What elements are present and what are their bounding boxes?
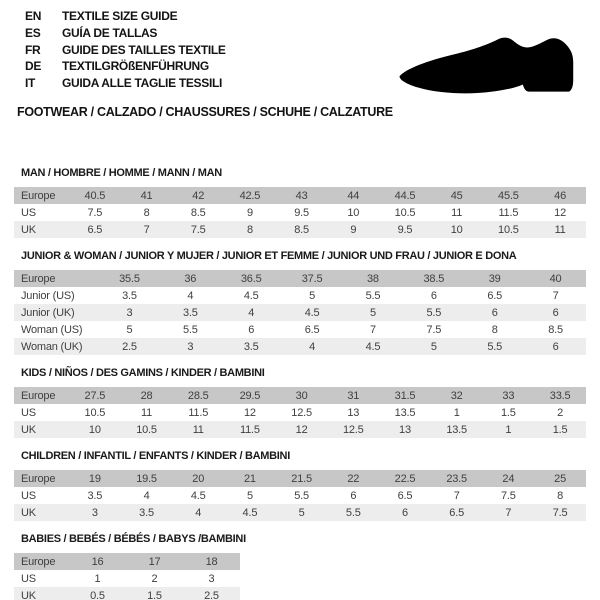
size-value: 10.5 bbox=[498, 223, 519, 236]
table-title: JUNIOR & WOMAN / JUNIOR Y MUJER / JUNIOR ET FEMME / JUNIOR UND FRAU / JUNIOR E DONA bbox=[21, 250, 517, 262]
size-row bbox=[14, 338, 586, 355]
size-value: 29.5 bbox=[239, 389, 261, 402]
size-value: 23.5 bbox=[446, 472, 467, 485]
region-label: Europe bbox=[21, 555, 56, 568]
table-title: KIDS / NIÑOS / DES GAMINS / KINDER / BAMBINI bbox=[21, 367, 265, 379]
language-line bbox=[25, 8, 226, 25]
region-label: UK bbox=[21, 506, 36, 519]
size-value: 10 bbox=[450, 223, 463, 236]
size-value: 8.5 bbox=[548, 323, 563, 336]
size-value: 33 bbox=[502, 389, 515, 402]
size-value: 18 bbox=[205, 555, 218, 568]
size-value: 3 bbox=[187, 340, 194, 353]
size-value: 1 bbox=[453, 406, 460, 419]
size-row bbox=[14, 553, 240, 570]
size-value: 17 bbox=[148, 555, 161, 568]
size-value: 5 bbox=[246, 489, 253, 502]
size-value: 7.5 bbox=[500, 489, 516, 502]
language-line bbox=[25, 42, 226, 59]
size-tables bbox=[14, 166, 586, 600]
size-value: 22.5 bbox=[394, 472, 416, 485]
region-label: Europe bbox=[21, 389, 56, 402]
size-value: 25 bbox=[554, 472, 567, 485]
size-value: 3 bbox=[91, 506, 98, 519]
size-value: 4 bbox=[248, 306, 255, 319]
size-table bbox=[14, 553, 240, 600]
size-row bbox=[14, 487, 586, 504]
size-value: 7.5 bbox=[552, 506, 568, 519]
size-value: 38.5 bbox=[423, 272, 445, 285]
size-table-section bbox=[14, 449, 586, 521]
size-value: 6.5 bbox=[397, 489, 413, 502]
size-value: 5.5 bbox=[345, 506, 361, 519]
size-table bbox=[14, 187, 586, 238]
size-value: 4 bbox=[143, 489, 150, 502]
size-value: 5.5 bbox=[182, 323, 198, 336]
size-value: 4 bbox=[195, 506, 202, 519]
size-value: 6 bbox=[402, 506, 408, 519]
size-row bbox=[14, 287, 586, 304]
region-label: Europe bbox=[21, 272, 56, 285]
language-code: EN bbox=[25, 9, 42, 23]
size-value: 4 bbox=[309, 340, 316, 353]
size-value: 0.5 bbox=[90, 589, 105, 600]
size-value: 39 bbox=[488, 272, 501, 285]
shoe-icon bbox=[397, 30, 585, 104]
size-value: 3 bbox=[126, 306, 133, 319]
language-line bbox=[25, 25, 226, 42]
size-value: 10.5 bbox=[84, 406, 106, 419]
region-label: UK bbox=[21, 223, 36, 236]
size-value: 4.5 bbox=[242, 506, 258, 519]
size-value: 13 bbox=[347, 406, 360, 419]
size-value: 4.5 bbox=[365, 340, 381, 353]
region-label: US bbox=[21, 206, 36, 219]
size-value: 1.5 bbox=[552, 423, 568, 436]
language-title: GUIDA ALLE TAGLIE TESSILI bbox=[62, 76, 223, 91]
language-title: TEXTILE SIZE GUIDE bbox=[62, 9, 178, 23]
size-value: 11 bbox=[451, 206, 463, 219]
size-value: 5.5 bbox=[487, 340, 503, 353]
size-value: 19 bbox=[88, 472, 101, 485]
size-value: 45.5 bbox=[498, 189, 519, 202]
size-value: 40 bbox=[549, 272, 562, 285]
size-value: 9.5 bbox=[294, 206, 309, 219]
size-value: 2.5 bbox=[204, 589, 219, 600]
size-value: 6 bbox=[430, 289, 437, 302]
size-value: 3.5 bbox=[182, 306, 198, 319]
size-table bbox=[14, 387, 586, 438]
size-value: 8.5 bbox=[190, 206, 206, 219]
size-value: 21.5 bbox=[291, 472, 312, 485]
size-value: 41 bbox=[140, 189, 153, 202]
size-value: 12.5 bbox=[342, 423, 364, 436]
language-code: ES bbox=[25, 25, 41, 40]
language-title: GUIDE DES TAILLES TEXTILE bbox=[62, 42, 226, 57]
size-value: 5 bbox=[309, 289, 316, 302]
region-label: US bbox=[21, 406, 36, 419]
size-row bbox=[14, 421, 586, 438]
size-value: 7.5 bbox=[87, 206, 103, 219]
size-value: 1 bbox=[505, 423, 512, 436]
size-value: 12 bbox=[295, 423, 308, 436]
size-value: 45 bbox=[450, 189, 463, 202]
size-value: 33.5 bbox=[549, 389, 571, 402]
region-label: Junior (UK) bbox=[21, 306, 75, 319]
size-value: 6.5 bbox=[487, 289, 503, 302]
size-value: 44 bbox=[347, 189, 360, 202]
size-value: 37.5 bbox=[301, 272, 323, 285]
size-table bbox=[14, 470, 586, 521]
size-value: 32 bbox=[450, 389, 463, 402]
language-title-block bbox=[25, 8, 226, 92]
region-label: Europe bbox=[21, 472, 56, 485]
size-row bbox=[14, 470, 586, 487]
size-value: 30 bbox=[295, 389, 308, 402]
size-table bbox=[14, 270, 586, 355]
size-value: 6 bbox=[491, 306, 498, 319]
language-line bbox=[25, 75, 226, 92]
table-title: CHILDREN / INFANTIL / ENFANTS / KINDER / BAMBINI bbox=[21, 450, 290, 462]
size-value: 9.5 bbox=[397, 223, 413, 236]
size-value: 8 bbox=[143, 206, 150, 219]
size-value: 4.5 bbox=[243, 289, 259, 302]
size-value: 3.5 bbox=[122, 289, 137, 302]
size-value: 11.5 bbox=[188, 406, 209, 419]
region-label: US bbox=[21, 572, 36, 585]
size-value: 11.5 bbox=[240, 423, 260, 436]
size-value: 13.5 bbox=[446, 423, 467, 436]
size-value: 3.5 bbox=[87, 489, 103, 502]
size-table-section bbox=[14, 366, 586, 438]
size-value: 2.5 bbox=[122, 340, 137, 353]
size-value: 3 bbox=[208, 572, 215, 585]
region-label: Europe bbox=[21, 189, 56, 202]
size-value: 12.5 bbox=[291, 406, 312, 419]
size-value: 7.5 bbox=[190, 223, 206, 236]
category-heading: FOOTWEAR / CALZADO / CHAUSSURES / SCHUHE / CALZATURE bbox=[17, 105, 393, 119]
region-label: UK bbox=[21, 423, 36, 436]
size-value: 6.5 bbox=[87, 223, 103, 236]
region-label: US bbox=[21, 489, 36, 502]
size-row bbox=[14, 304, 586, 321]
size-table-section bbox=[14, 166, 586, 238]
size-row bbox=[14, 570, 240, 587]
language-line bbox=[25, 58, 226, 75]
table-title: BABIES / BEBÉS / BÉBÉS / BABYS /BAMBINI bbox=[21, 533, 246, 545]
size-value: 8 bbox=[491, 323, 498, 336]
size-value: 9 bbox=[246, 206, 253, 219]
size-value: 6.5 bbox=[449, 506, 464, 519]
size-value: 8 bbox=[246, 223, 253, 236]
region-label: Junior (US) bbox=[21, 289, 75, 302]
size-value: 13 bbox=[399, 423, 411, 436]
size-value: 46 bbox=[554, 189, 567, 202]
size-value: 28.5 bbox=[187, 389, 209, 402]
size-value: 11.5 bbox=[498, 206, 519, 219]
size-value: 40.5 bbox=[84, 189, 106, 202]
size-value: 7 bbox=[505, 506, 512, 519]
table-title: MAN / HOMBRE / HOMME / MANN / MAN bbox=[21, 167, 222, 179]
size-row bbox=[14, 221, 586, 238]
region-label: Woman (UK) bbox=[21, 340, 83, 353]
size-value: 43 bbox=[295, 189, 308, 202]
size-value: 31.5 bbox=[394, 389, 416, 402]
size-value: 10 bbox=[347, 206, 360, 219]
size-row bbox=[14, 187, 586, 204]
region-label: Woman (US) bbox=[21, 323, 83, 336]
size-value: 35.5 bbox=[119, 272, 140, 285]
size-value: 28 bbox=[140, 389, 153, 402]
size-value: 13.5 bbox=[394, 406, 416, 419]
size-value: 7 bbox=[143, 223, 150, 236]
size-value: 6 bbox=[350, 489, 357, 502]
size-value: 1 bbox=[94, 572, 101, 585]
size-value: 21 bbox=[243, 472, 256, 485]
size-value: 5.5 bbox=[365, 289, 381, 302]
language-code: DE bbox=[25, 59, 42, 74]
size-row bbox=[14, 204, 586, 221]
size-value: 5 bbox=[126, 323, 133, 336]
size-value: 42 bbox=[192, 189, 205, 202]
size-value: 11 bbox=[554, 223, 566, 236]
size-row bbox=[14, 587, 240, 600]
size-value: 36 bbox=[184, 272, 197, 285]
size-value: 31 bbox=[347, 389, 360, 402]
size-row bbox=[14, 321, 586, 338]
size-value: 27.5 bbox=[84, 389, 106, 402]
size-value: 12 bbox=[554, 206, 567, 219]
size-value: 6 bbox=[552, 306, 559, 319]
size-value: 3.5 bbox=[243, 340, 259, 353]
size-value: 3.5 bbox=[139, 506, 154, 519]
size-value: 22 bbox=[347, 472, 360, 485]
size-value: 6 bbox=[248, 323, 255, 336]
size-value: 19.5 bbox=[136, 472, 157, 485]
size-value: 1.5 bbox=[500, 406, 516, 419]
size-value: 10.5 bbox=[394, 206, 416, 219]
size-value: 11 bbox=[141, 406, 153, 419]
size-value: 42.5 bbox=[239, 189, 261, 202]
size-value: 1.5 bbox=[147, 589, 162, 600]
size-value: 6 bbox=[552, 340, 559, 353]
size-value: 10.5 bbox=[136, 423, 157, 436]
size-value: 5.5 bbox=[426, 306, 442, 319]
size-value: 16 bbox=[91, 555, 104, 568]
size-value: 7 bbox=[453, 489, 460, 502]
size-value: 8.5 bbox=[294, 223, 309, 236]
size-row bbox=[14, 504, 586, 521]
size-value: 4.5 bbox=[304, 306, 320, 319]
size-row bbox=[14, 270, 586, 287]
size-value: 7.5 bbox=[426, 323, 442, 336]
size-value: 4.5 bbox=[190, 489, 206, 502]
region-label: UK bbox=[21, 589, 36, 600]
language-title: TEXTILGRÖßENFÜHRUNG bbox=[62, 59, 209, 74]
size-value: 2 bbox=[151, 572, 158, 585]
size-value: 11 bbox=[192, 423, 204, 436]
size-value: 5 bbox=[430, 340, 437, 353]
size-value: 38 bbox=[367, 272, 379, 285]
size-value: 24 bbox=[502, 472, 515, 485]
size-value: 8 bbox=[557, 489, 564, 502]
size-value: 5 bbox=[298, 506, 305, 519]
language-code: IT bbox=[25, 76, 36, 91]
language-title: GUÍA DE TALLAS bbox=[62, 25, 158, 40]
size-table-section bbox=[14, 249, 586, 355]
language-code: FR bbox=[25, 42, 41, 57]
size-value: 7 bbox=[369, 323, 376, 336]
size-row bbox=[14, 404, 586, 421]
size-value: 12 bbox=[243, 406, 256, 419]
size-value: 9 bbox=[350, 223, 357, 236]
size-value: 2 bbox=[557, 406, 564, 419]
size-value: 7 bbox=[552, 289, 559, 302]
size-value: 44.5 bbox=[394, 189, 416, 202]
size-value: 5 bbox=[369, 306, 376, 319]
size-value: 10 bbox=[88, 423, 101, 436]
size-value: 5.5 bbox=[294, 489, 309, 502]
size-value: 36.5 bbox=[240, 272, 262, 285]
size-row bbox=[14, 387, 586, 404]
size-value: 6.5 bbox=[304, 323, 320, 336]
size-value: 20 bbox=[192, 472, 205, 485]
size-table-section bbox=[14, 532, 586, 600]
size-value: 4 bbox=[187, 289, 194, 302]
